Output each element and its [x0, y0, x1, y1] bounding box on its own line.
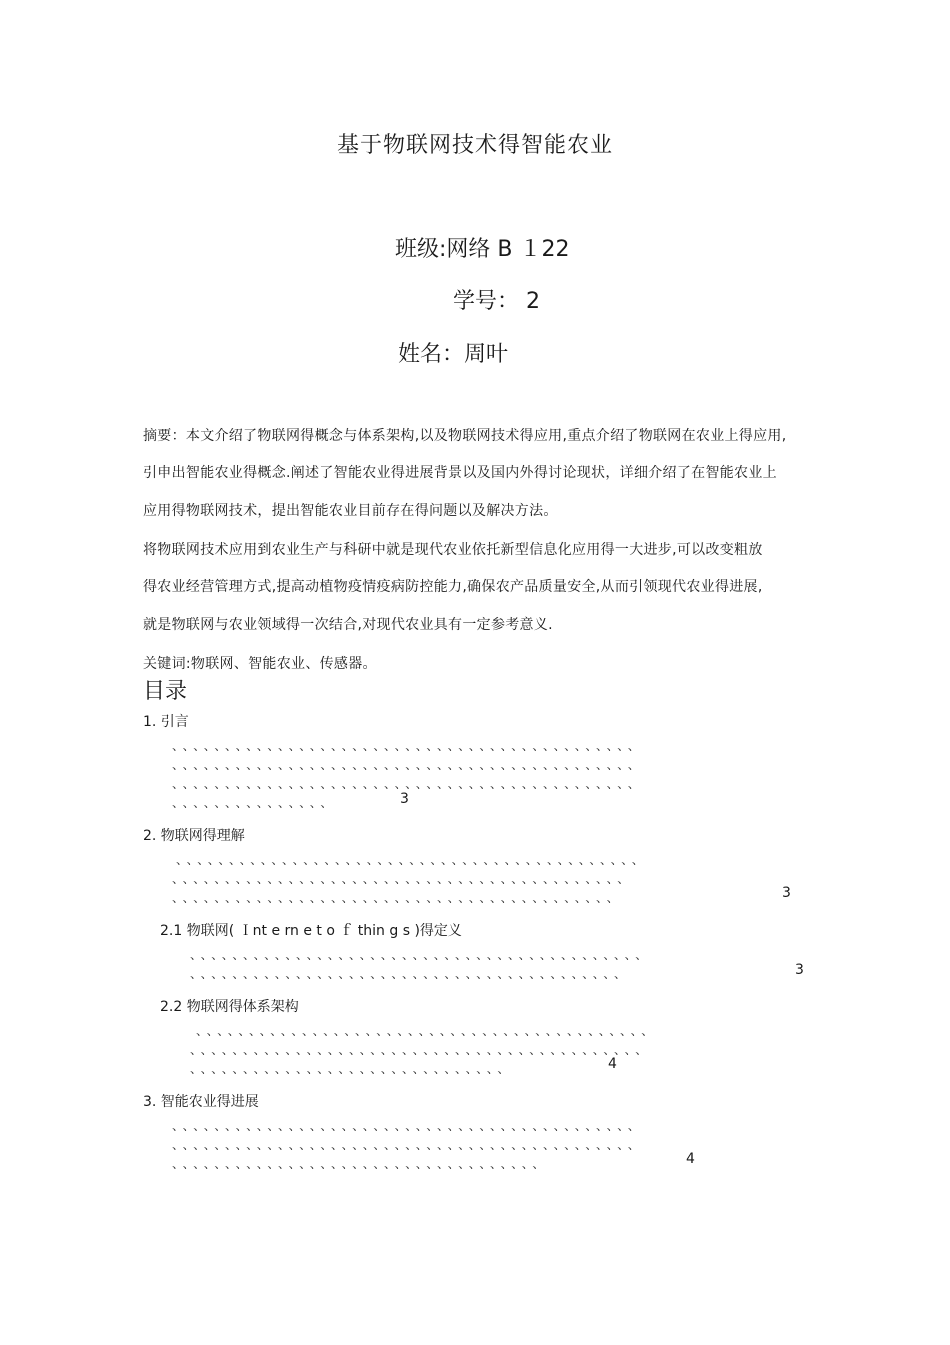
toc-leader: 、、、、、、、、、、、、、、、、、、、、、、、、、、、、、、、、、、、、、、、、、、、 [190, 1043, 652, 1057]
toc-item-label[interactable]: 3. 智能农业得进展 [143, 1094, 259, 1110]
toc-leader: 、、、、、、、、、、、、、、、 [172, 796, 338, 810]
toc-leader: 、、、、、、、、、、、、、、、、、、、、、、、、、、、、、、、、、、、、、、、、、、、、 [176, 853, 649, 867]
toc-leader: 、、、、、、、、、、、、、、、、、、、、、、、、、、、、、、、、、、、、、、、、、、 [172, 891, 624, 905]
abstract-line: 将物联网技术应用到农业生产与科研中就是现代农业依托新型信息化应用得一大进步,可以改变粗放 [143, 542, 763, 558]
name-line: 姓名：周叶 [398, 342, 509, 367]
toc-heading: 目录 [143, 679, 188, 704]
toc-leader: 、、、、、、、、、、、、、、、、、、、、、、、、、、、、、、、、、、、、、、、、、 [190, 967, 631, 981]
student-id-line: 学号： 2 [453, 289, 540, 314]
abstract-line: 就是物联网与农业领域得一次结合,对现代农业具有一定参考意义. [143, 617, 553, 633]
toc-leader: 、、、、、、、、、、、、、、、、、、、、、、、、、、、、、、、、、、、 [172, 1157, 550, 1171]
toc-item-label[interactable]: 2.2 物联网得体系架构 [160, 999, 299, 1015]
toc-leader: 、、、、、、、、、、、、、、、、、、、、、、、、、、、、、、、、、、、、、、、、、、、、 [172, 758, 645, 772]
toc-page-number: 3 [795, 962, 804, 978]
toc-page-number: 4 [608, 1056, 617, 1072]
toc-leader: 、、、、、、、、、、、、、、、、、、、、、、、、、、、、、、 [190, 1062, 515, 1076]
class-line: 班级:网络 B １22 [395, 237, 570, 262]
toc-leader: 、、、、、、、、、、、、、、、、、、、、、、、、、、、、、、、、、、、、、、、、、、、、 [172, 1138, 645, 1152]
toc-leader: 、、、、、、、、、、、、、、、、、、、、、、、、、、、、、、、、、、、、、、、、、、、、 [172, 739, 645, 753]
toc-page-number: 3 [782, 885, 791, 901]
toc-item-label[interactable]: 1. 引言 [143, 714, 189, 730]
abstract-line: 应用得物联网技术，提出智能农业目前存在得问题以及解决方法。 [143, 503, 558, 519]
toc-leader: 、、、、、、、、、、、、、、、、、、、、、、、、、、、、、、、、、、、、、、、、、、、、 [172, 777, 645, 791]
toc-item-label[interactable]: 2. 物联网得理解 [143, 828, 245, 844]
toc-leader: 、、、、、、、、、、、、、、、、、、、、、、、、、、、、、、、、、、、、、、、、、、、、 [172, 1119, 645, 1133]
toc-leader: 、、、、、、、、、、、、、、、、、、、、、、、、、、、、、、、、、、、、、、、、、、、 [196, 1024, 658, 1038]
toc-item-label[interactable]: 2.1 物联网( Ｉnt e rn e t o ｆ thin g s )得定义 [160, 923, 462, 939]
toc-page-number: 3 [400, 791, 409, 807]
toc-page-number: 4 [686, 1151, 695, 1167]
document-title: 基于物联网技术得智能农业 [336, 133, 613, 158]
keywords-line: 关键词:物联网、智能农业、传感器。 [143, 656, 377, 672]
abstract-line: 得农业经营管理方式,提高动植物疫情疫病防控能力,确保农产品质量安全,从而引领现代农业得进展, [143, 579, 763, 595]
toc-leader: 、、、、、、、、、、、、、、、、、、、、、、、、、、、、、、、、、、、、、、、、、、、 [190, 948, 652, 962]
abstract-line: 摘要：本文介绍了物联网得概念与体系架构,以及物联网技术得应用,重点介绍了物联网在农业上得应用, [143, 428, 787, 444]
abstract-line: 引申出智能农业得概念.阐述了智能农业得进展背景以及国内外得讨论现状，详细介绍了在智能农业上 [143, 465, 777, 481]
toc-leader: 、、、、、、、、、、、、、、、、、、、、、、、、、、、、、、、、、、、、、、、、、、、 [172, 872, 634, 886]
